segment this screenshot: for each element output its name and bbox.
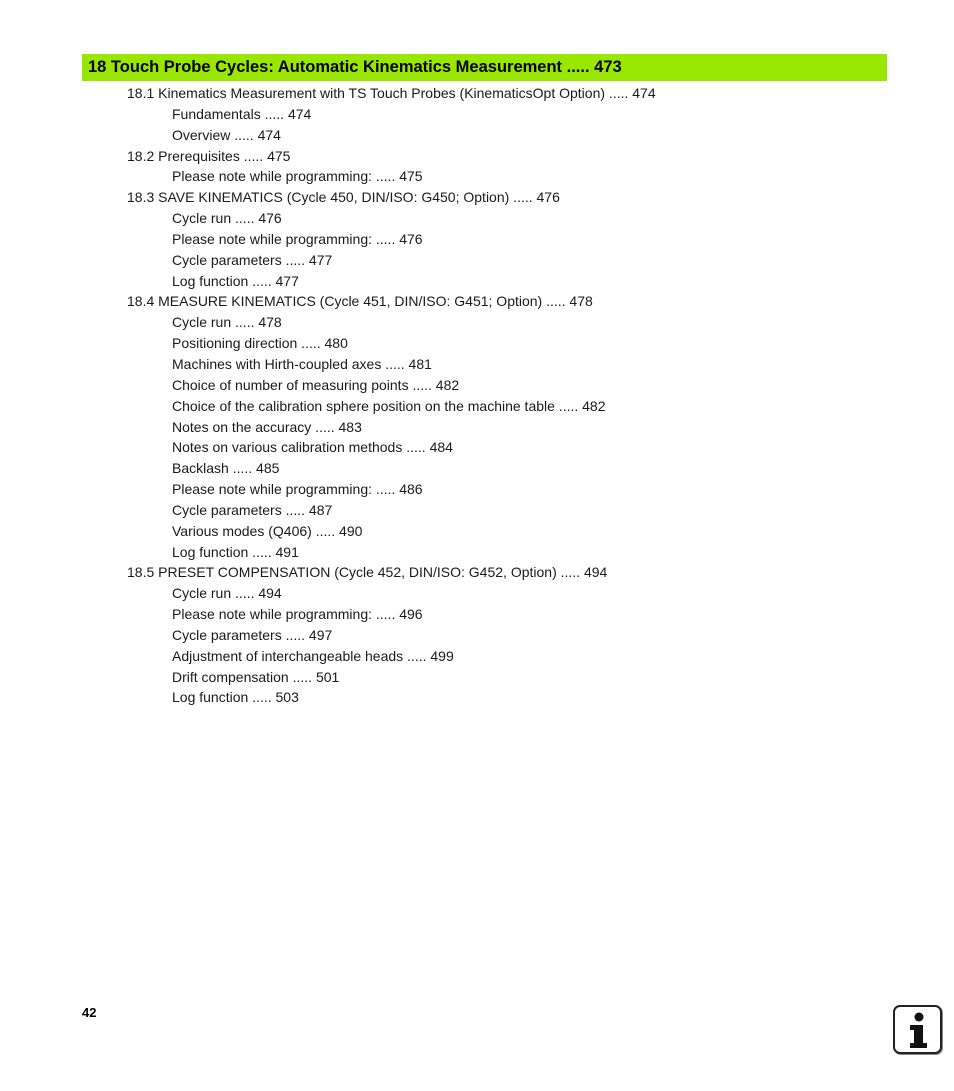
- toc-subsection-entry[interactable]: Cycle run ..... 476: [172, 210, 282, 227]
- table-of-contents: [0, 83, 954, 708]
- chapter-title: 18 Touch Probe Cycles: Automatic Kinematics Measurement ..... 473: [88, 58, 622, 76]
- toc-subsection-entry[interactable]: Cycle run ..... 494: [172, 585, 282, 602]
- toc-subsection-entry[interactable]: Please note while programming: ..... 496: [172, 606, 423, 623]
- chapter-header-bar: [82, 54, 887, 81]
- toc-subsection-entry[interactable]: Positioning direction ..... 480: [172, 335, 348, 352]
- toc-subsection-entry[interactable]: Notes on the accuracy ..... 483: [172, 418, 362, 435]
- toc-subsection-entry[interactable]: Log function ..... 477: [172, 272, 299, 289]
- toc-subsection-entry[interactable]: Overview ..... 474: [172, 126, 281, 143]
- info-icon[interactable]: [893, 1005, 942, 1054]
- toc-subsection-entry[interactable]: Notes on various calibration methods ..... 484: [172, 439, 453, 456]
- toc-section-entry[interactable]: 18.5 PRESET COMPENSATION (Cycle 452, DIN/ISO: G452, Option) ..... 494: [127, 564, 608, 581]
- toc-section-entry[interactable]: 18.4 MEASURE KINEMATICS (Cycle 451, DIN/ISO: G451; Option) ..... 478: [127, 293, 593, 310]
- toc-section-entry[interactable]: 18.1 Kinematics Measurement with TS Touch Probes (KinematicsOpt Option) ..... 474: [127, 85, 656, 101]
- toc-subsection-entry[interactable]: Fundamentals ..... 474: [172, 105, 312, 122]
- toc-subsection-entry[interactable]: Backlash ..... 485: [172, 460, 280, 477]
- toc-subsection-entry[interactable]: Various modes (Q406) ..... 490: [172, 522, 363, 539]
- page-number: 42: [82, 1005, 97, 1020]
- toc-subsection-entry[interactable]: Cycle parameters ..... 497: [172, 626, 333, 643]
- toc-subsection-entry[interactable]: Choice of the calibration sphere position on the machine table ..... 482: [172, 397, 606, 414]
- toc-subsection-entry[interactable]: Choice of number of measuring points ..... 482: [172, 376, 460, 393]
- toc-section-entry[interactable]: 18.2 Prerequisites ..... 475: [127, 147, 291, 164]
- toc-subsection-entry[interactable]: Machines with Hirth-coupled axes ..... 481: [172, 355, 432, 372]
- toc-subsection-entry[interactable]: Cycle parameters ..... 487: [172, 501, 333, 518]
- info-glyph: [895, 1007, 940, 1052]
- toc-subsection-entry[interactable]: Adjustment of interchangeable heads ..... 499: [172, 647, 454, 664]
- toc-section-entry[interactable]: 18.3 SAVE KINEMATICS (Cycle 450, DIN/ISO: G450; Option) ..... 476: [127, 189, 560, 206]
- toc-subsection-entry[interactable]: Please note while programming: ..... 486: [172, 481, 423, 498]
- toc-subsection-entry[interactable]: Please note while programming: ..... 476: [172, 230, 423, 247]
- toc-subsection-entry[interactable]: Please note while programming: ..... 475: [172, 168, 423, 185]
- toc-subsection-entry[interactable]: Cycle run ..... 478: [172, 314, 282, 331]
- toc-subsection-entry[interactable]: Drift compensation ..... 501: [172, 668, 340, 685]
- toc-subsection-entry[interactable]: Log function ..... 503: [172, 689, 299, 706]
- toc-subsection-entry[interactable]: Log function ..... 491: [172, 543, 299, 560]
- toc-subsection-entry[interactable]: Cycle parameters ..... 477: [172, 251, 333, 268]
